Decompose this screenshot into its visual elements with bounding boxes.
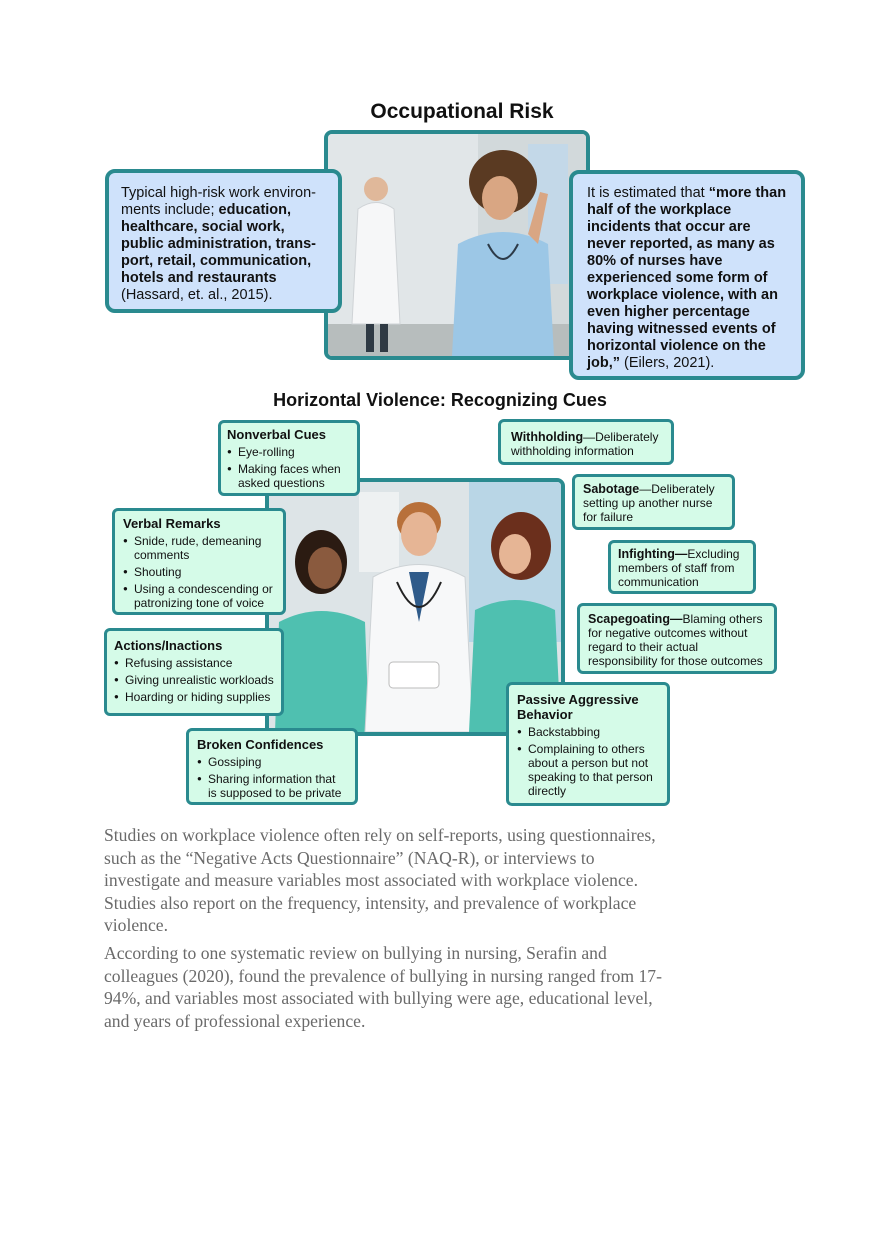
verbal-remarks-box (112, 508, 286, 615)
verbal-remarks-title: Verbal Remarks (123, 516, 221, 531)
paragraph-self-reports: Studies on workplace violence often rely on self-reports, using questionnaires, such as the “Negative Acts Questionnaire” (NAQ-R), or interviews to investigate and measure variables most associated with workplace violence. Studies also report on the frequency, intensity, and prevalence of workplace violence. (104, 825, 656, 936)
high-risk-list: education, healthcare, social work, public administration, trans-port, retail, communication, hotels and restaurants (121, 202, 316, 286)
list-item: ● Hoarding or hiding supplies (114, 690, 274, 704)
sabotage-title: Sabotage (583, 482, 640, 496)
list-item: ● Making faces when asked questions (227, 462, 351, 490)
occupational-risk-photo (324, 130, 590, 360)
stressed-nurse-illustration (328, 134, 586, 356)
list-item: ● Giving unrealistic workloads (114, 673, 274, 687)
broken-confidences-box (186, 728, 358, 805)
infighting-title: Infighting— (618, 547, 688, 561)
infighting-desc: Excluding members of staff from communication (618, 547, 740, 589)
unreported-incidents-box (569, 170, 805, 380)
list-item: ● Sharing information that is supposed to be private (197, 772, 347, 800)
unreported-quote: “more than half of the workplace incidents that occur are never reported, as many as 80% of nurses have experienced some form of workplace violence, with an even higher percentage having witnessed events of horizontal violence on the job,” (587, 185, 787, 371)
list-item: ● Complaining to others about a person but not speaking to that person directly (517, 742, 659, 798)
scapegoating-desc: Blaming others for negative outcomes without regard to their actual responsibility for those outcomes (588, 612, 763, 668)
withholding-title: Withholding (511, 430, 584, 444)
unreported-citation: (Eilers, 2021). (620, 355, 715, 371)
list-item: ● Shouting (123, 565, 275, 579)
list-item: ● Backstabbing (517, 725, 659, 739)
actions-inactions-box (104, 628, 284, 716)
infighting-box (608, 540, 756, 594)
passive-aggressive-box (506, 682, 670, 806)
occupational-risk-title: Occupational Risk (370, 100, 554, 123)
scapegoating-title: Scapegoating— (588, 612, 683, 626)
withholding-box (498, 419, 674, 465)
nonverbal-cues-box (218, 420, 360, 496)
horizontal-violence-title: Horizontal Violence: Recognizing Cues (273, 390, 607, 410)
list-item: ● Using a condescending or patronizing tone of voice (123, 582, 275, 610)
actions-inactions-title: Actions/Inactions (114, 638, 223, 653)
nonverbal-cues-title: Nonverbal Cues (227, 427, 326, 442)
unreported-intro: It is estimated that (587, 185, 709, 201)
passive-aggressive-title: Passive Aggressive Behavior (517, 692, 639, 722)
paragraph-bullying-review: According to one systematic review on bullying in nursing, Serafin and colleagues (2020), found the prevalence of bullying in nursing ranged from 17-94%, and variables most associated with bullying were age, educational level, and years of professional experience. (104, 943, 662, 1031)
sabotage-desc: —Deliberately setting up another nurse for failure (583, 482, 715, 524)
list-item: ● Gossiping (197, 755, 347, 769)
list-item: ● Eye-rolling (227, 445, 351, 459)
withholding-desc: —Deliberately withholding information (511, 430, 659, 458)
scapegoating-box (577, 603, 777, 674)
high-risk-intro: Typical high-risk work environ-ments include; (121, 185, 317, 218)
list-item: ● Snide, rude, demeaning comments (123, 534, 275, 562)
list-item: ● Refusing assistance (114, 656, 274, 670)
high-risk-citation: (Hassard, et. al., 2015). (121, 287, 273, 303)
sabotage-box (572, 474, 735, 530)
high-risk-environments-box (105, 169, 342, 313)
broken-confidences-title: Broken Confidences (197, 737, 324, 752)
